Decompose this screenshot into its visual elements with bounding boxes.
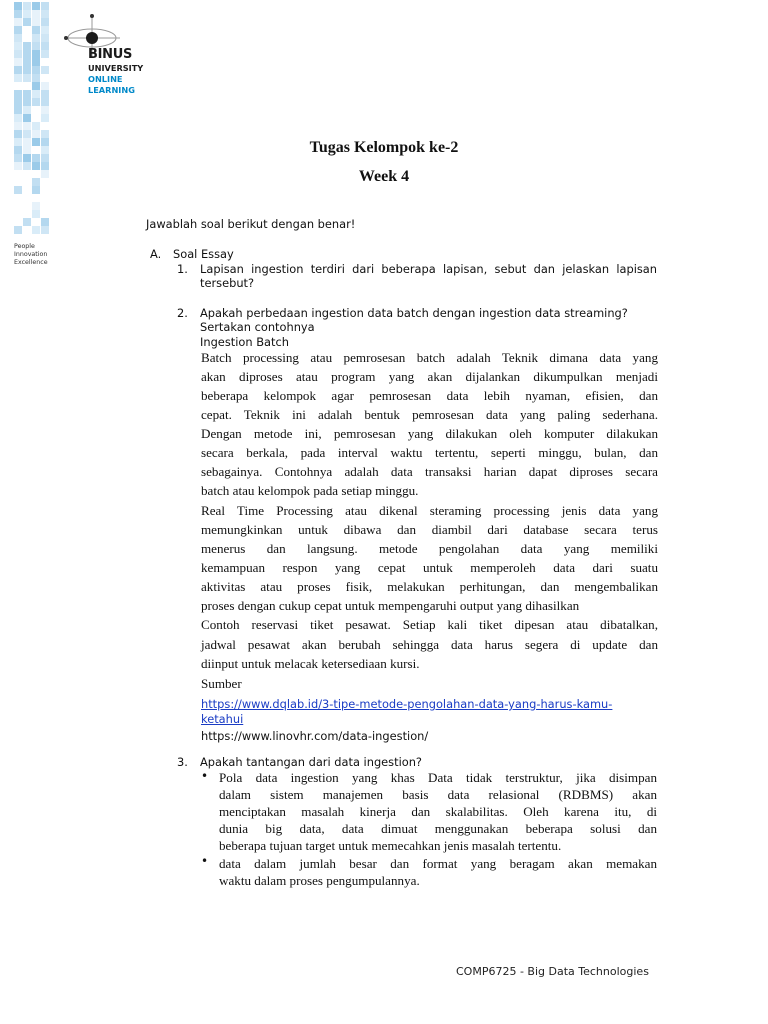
decorative-square [23, 50, 31, 58]
decorative-square [32, 98, 40, 106]
tagline-line: People [14, 243, 35, 250]
decorative-square [14, 10, 22, 18]
source-link-1-line[interactable]: ketahui [201, 712, 244, 726]
decorative-square [32, 210, 40, 218]
source-link-1[interactable] [201, 697, 612, 711]
answer-line: akan diproses atau program yang akan dijalankan dikumpulkan menjadi [201, 369, 658, 384]
answer-line: jadwal pesawat akan berubah sehingga data harus segera di update dan [201, 637, 658, 652]
instruction-text: Jawablah soal berikut dengan benar! [146, 217, 356, 231]
tagline [14, 243, 48, 267]
decorative-square [14, 90, 22, 98]
answer-line: menerus dan langsung. metode pengolahan data yang memiliki [201, 541, 658, 556]
decorative-square [41, 10, 49, 18]
bullet-line: beberapa tujuan target untuk memecahkan jenis masalah tertentu. [219, 838, 562, 853]
decorative-square [14, 18, 22, 26]
decorative-square [32, 186, 40, 194]
decorative-square [32, 58, 40, 66]
logo-learning: LEARNING [88, 85, 135, 95]
decorative-square [14, 98, 22, 106]
decorative-square [23, 90, 31, 98]
decorative-square [14, 226, 22, 234]
decorative-square [32, 66, 40, 74]
answer-line: secara berkala, pada interval waktu tertentu, seperti minggu, bulan, dan [201, 445, 658, 460]
bullet-icon: • [201, 769, 209, 783]
decorative-square [14, 114, 22, 122]
answer-line: Dengan metode ini, pemrosesan yang dilakukan oleh komputer dilakukan [201, 426, 658, 441]
decorative-square [32, 34, 40, 42]
question-3-text: Apakah tantangan dari data ingestion? [200, 755, 422, 769]
source-link-2: https://www.linovhr.com/data-ingestion/ [201, 729, 429, 743]
answer-line: Real Time Processing atau dikenal steraming processing jenis data yang [201, 503, 658, 518]
source-link-1-wrap[interactable] [201, 712, 243, 726]
decorative-square [41, 90, 49, 98]
question-1-line: tersebut? [200, 276, 255, 290]
decorative-square [32, 18, 40, 26]
tagline-line: Innovation [14, 251, 48, 258]
decorative-square [23, 130, 31, 138]
answer-heading: Ingestion Batch [200, 335, 289, 349]
decorative-square [23, 66, 31, 74]
decorative-square [14, 66, 22, 74]
decorative-square [14, 130, 22, 138]
decorative-square [23, 18, 31, 26]
decorative-square [23, 10, 31, 18]
answer-line: memungkinkan untuk dibawa dan diambil dari database secara terus [201, 522, 658, 537]
decorative-square [23, 2, 31, 10]
bullet-line: dalam sistem manajemen basis data relasional (RDBMS) akan [219, 787, 657, 802]
decorative-square [14, 2, 22, 10]
decorative-square [14, 106, 22, 114]
bullet-line: Pola data ingestion yang khas Data tidak terstruktur, jika disimpan [219, 770, 657, 785]
answer-line: sebagainya. Contohnya adalah data transaksi harian dapat diproses secara [201, 464, 658, 479]
decorative-square [32, 122, 40, 130]
decorative-square [32, 26, 40, 34]
answer-line: Contoh reservasi tiket pesawat. Setiap kali tiket dipesan atau dibatalkan, [201, 617, 658, 632]
bullet-line: menciptakan masalah kinerja dan skalabilitas. Oleh karena itu, di [219, 804, 657, 819]
decorative-square [41, 98, 49, 106]
page-footer: COMP6725 - Big Data Technologies [456, 965, 649, 978]
answer-line: batch atau kelompok pada setiap minggu. [201, 483, 419, 498]
decorative-square [41, 82, 49, 90]
question-number: 2. [177, 306, 188, 320]
question-number: 3. [177, 755, 188, 769]
bullet-icon: • [201, 854, 209, 868]
decorative-square [41, 130, 49, 138]
decorative-square [32, 226, 40, 234]
answer-line: Sumber [201, 676, 242, 691]
decorative-square [23, 114, 31, 122]
question-2-line: Sertakan contohnya [200, 320, 315, 334]
tagline-line: Excellence [14, 259, 48, 266]
decorative-square [23, 74, 31, 82]
decorative-square [32, 82, 40, 90]
question-number: 1. [177, 262, 188, 276]
decorative-square [41, 18, 49, 26]
decorative-square [41, 34, 49, 42]
binus-logo [62, 12, 162, 98]
document-subtitle: Week 4 [358, 168, 410, 185]
answer-line: aktivitas atau proses fisik, melakukan perhitungan, dan mengembalikan [201, 579, 658, 594]
decorative-square [41, 2, 49, 10]
decorative-square [23, 98, 31, 106]
decorative-square [41, 218, 49, 226]
question-2-line: Apakah perbedaan ingestion data batch dengan ingestion data streaming? [200, 306, 628, 320]
answer-line: proses dengan cukup cepat untuk mempengaruhi output yang dihasilkan [201, 598, 580, 613]
decorative-square [41, 226, 49, 234]
answer-line: kemampuan respon yang cepat untuk memperoleh data dari suatu [201, 560, 658, 575]
decorative-square [32, 50, 40, 58]
document-title: Tugas Kelompok ke-2 [309, 139, 459, 156]
logo-university: UNIVERSITY [88, 63, 144, 73]
decorative-square [32, 10, 40, 18]
decorative-square [23, 58, 31, 66]
decorative-square [14, 186, 22, 194]
decorative-square [32, 42, 40, 50]
decorative-square [23, 106, 31, 114]
decorative-square [32, 202, 40, 210]
decorative-square [23, 122, 31, 130]
bullet-line: waktu dalam proses pengumpulannya. [219, 873, 420, 888]
answer-line: cepat. Teknik ini adalah bentuk pemrosesan data yang paling sederhana. [201, 407, 658, 422]
decorative-square [41, 106, 49, 114]
source-link-1-line[interactable]: https://www.dqlab.id/3-tipe-metode-pengolahan-data-yang-harus-kamu- [201, 697, 613, 711]
decorative-square [14, 34, 22, 42]
answer-line: Batch processing atau pemrosesan batch adalah Teknik dimana data yang [201, 350, 658, 365]
bullet-line: data dalam jumlah besar dan format yang beragam akan memakan [219, 856, 657, 871]
answer-line: diinput untuk melacak ketersediaan kursi. [201, 656, 420, 671]
question-1-line: Lapisan ingestion terdiri dari beberapa lapisan, sebut dan jelaskan lapisan [200, 262, 657, 276]
decorative-square [14, 58, 22, 66]
answer-line: beberapa kelompok agar pemrosesan data lebih nyaman, efisien, dan [201, 388, 658, 403]
logo-online: ONLINE [88, 74, 123, 84]
decorative-square [32, 74, 40, 82]
decorative-square [41, 66, 49, 74]
decorative-square [41, 42, 49, 50]
decorative-square [14, 122, 22, 130]
logo-name: BINUS [88, 47, 133, 62]
decorative-square [14, 74, 22, 82]
decorative-square [41, 50, 49, 58]
decorative-square [32, 90, 40, 98]
section-marker: A. [150, 247, 162, 261]
section-title: Soal Essay [173, 247, 234, 261]
decorative-square [23, 42, 31, 50]
decorative-square [23, 218, 31, 226]
decorative-square [41, 114, 49, 122]
decorative-pixel-strip [14, 0, 50, 236]
decorative-square [32, 2, 40, 10]
decorative-square [32, 130, 40, 138]
decorative-square [14, 50, 22, 58]
decorative-square [14, 42, 22, 50]
decorative-square [41, 26, 49, 34]
decorative-square [14, 26, 22, 34]
bullet-line: dunia big data, data dimuat menggunakan beberapa solusi dan [219, 821, 657, 836]
